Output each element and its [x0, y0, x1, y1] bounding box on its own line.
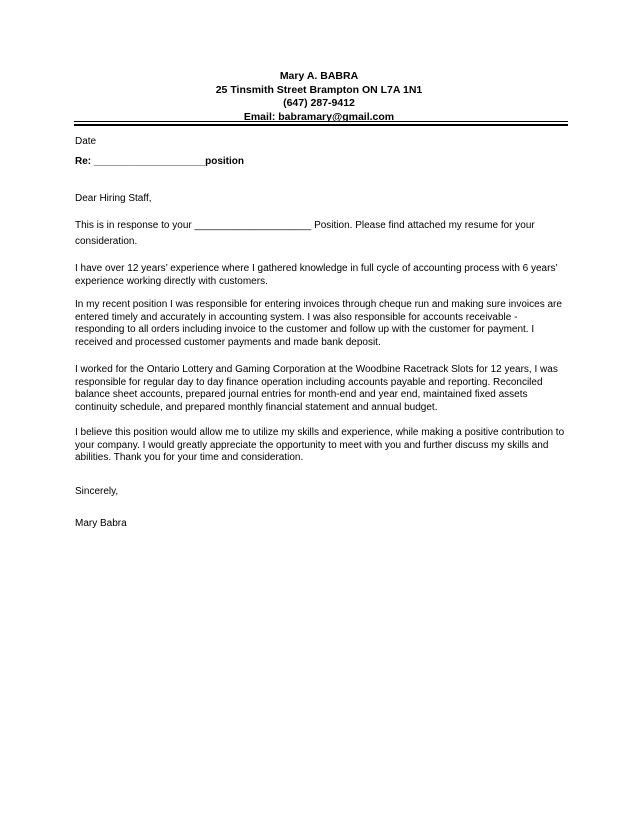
letterhead [0, 70, 638, 124]
header-divider-thick [74, 124, 568, 126]
signature-name: Mary Babra [75, 518, 127, 529]
sender-name: Mary A. BABRA [279, 70, 359, 82]
sender-phone: (647) 287-9412 [283, 97, 355, 109]
letter-subject: Re: ____________________position [75, 156, 245, 167]
paragraph-5 [75, 427, 567, 465]
paragraph-4 [75, 364, 567, 414]
sender-email: Email: babramary@gmail.com [243, 110, 395, 123]
paragraph-2 [75, 263, 567, 288]
closing: Sincerely, [75, 486, 119, 497]
paragraph-text: I believe this position would allow me to utilize my skills and experience, while making a positive contribution to your company. I would greatly appreciate the opportunity to meet with you and further discuss my skills and abilities. Thank you for your time and consideration. [75, 427, 565, 463]
paragraph-1 [75, 218, 567, 250]
header-divider-thin [74, 121, 568, 122]
salutation: Dear Hiring Staff, [75, 193, 152, 204]
paragraph-text: I worked for the Ontario Lottery and Gaming Corporation at the Woodbine Racetrack Slots for 12 years, I was responsible for regular day to day finance operation including accounts payable and reporting. Reconciled balance sheet accounts, prepared journal entries for month-end and year end, maintained fixed assets continuity schedule, and prepared monthly financial statement and annual budget. [75, 364, 558, 413]
paragraph-text: I have over 12 years’ experience where I gathered knowledge in full cycle of accounting process with 6 years’ experience working directly with customers. [75, 263, 558, 287]
letter-date: Date [75, 136, 97, 147]
sender-address: 25 Tinsmith Street Brampton ON L7A 1N1 [215, 83, 423, 96]
paragraph-text: In my recent position I was responsible for entering invoices through cheque run and making sure invoices are entered timely and accurately in accounting system. I was also responsible for accounts receivable - responding to all orders including invoice to the customer and follow up with the customer for payment. I received and processed customer payments and made bank deposit. [75, 299, 562, 348]
paragraph-3 [75, 299, 567, 349]
paragraph-text: This is in response to your _____________________ Position. Please find attached my resume for your consideration. [75, 220, 535, 247]
